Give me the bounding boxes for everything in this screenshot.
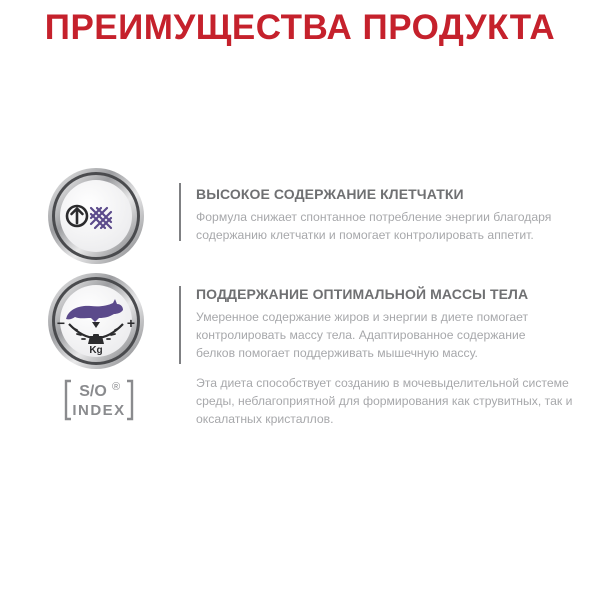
benefit-title: ПОДДЕРЖАНИЕ ОПТИМАЛЬНОЙ МАССЫ ТЕЛА: [196, 286, 529, 302]
minus-label: −: [56, 315, 66, 331]
divider-line: [179, 183, 181, 241]
so-index-registered: ®: [111, 381, 121, 393]
diet-note: Эта диета способствует созданию в мочевыделительной системе среды, неблагоприятной для формирования как струвитных, так и оксалатных кристаллов.: [196, 376, 573, 426]
benefit-description: Формула снижает спонтанное потребление энергии благодаря содержанию клетчатки и помогает контролировать аппетит.: [196, 210, 552, 242]
divider-line: [179, 286, 181, 364]
so-index-line2: INDEX: [72, 402, 126, 419]
plus-label: +: [126, 315, 136, 331]
fiber-arrow-icon: [47, 167, 145, 265]
so-index-line1: S/O: [79, 383, 107, 400]
benefit-description: Умеренное содержание жиров и энергии в диете помогает контролировать массу тела. Адаптированное содержание белков помогает поддерживать мышечную массу.: [196, 310, 529, 360]
so-index-logo: [63, 378, 135, 422]
kg-label: Kg: [89, 345, 103, 356]
page-title: ПРЕИМУЩЕСТВА ПРОДУКТА: [44, 8, 556, 47]
benefit-title: ВЫСОКОЕ СОДЕРЖАНИЕ КЛЕТЧАТКИ: [196, 186, 464, 202]
cat-weight-scale-icon: [47, 272, 145, 370]
